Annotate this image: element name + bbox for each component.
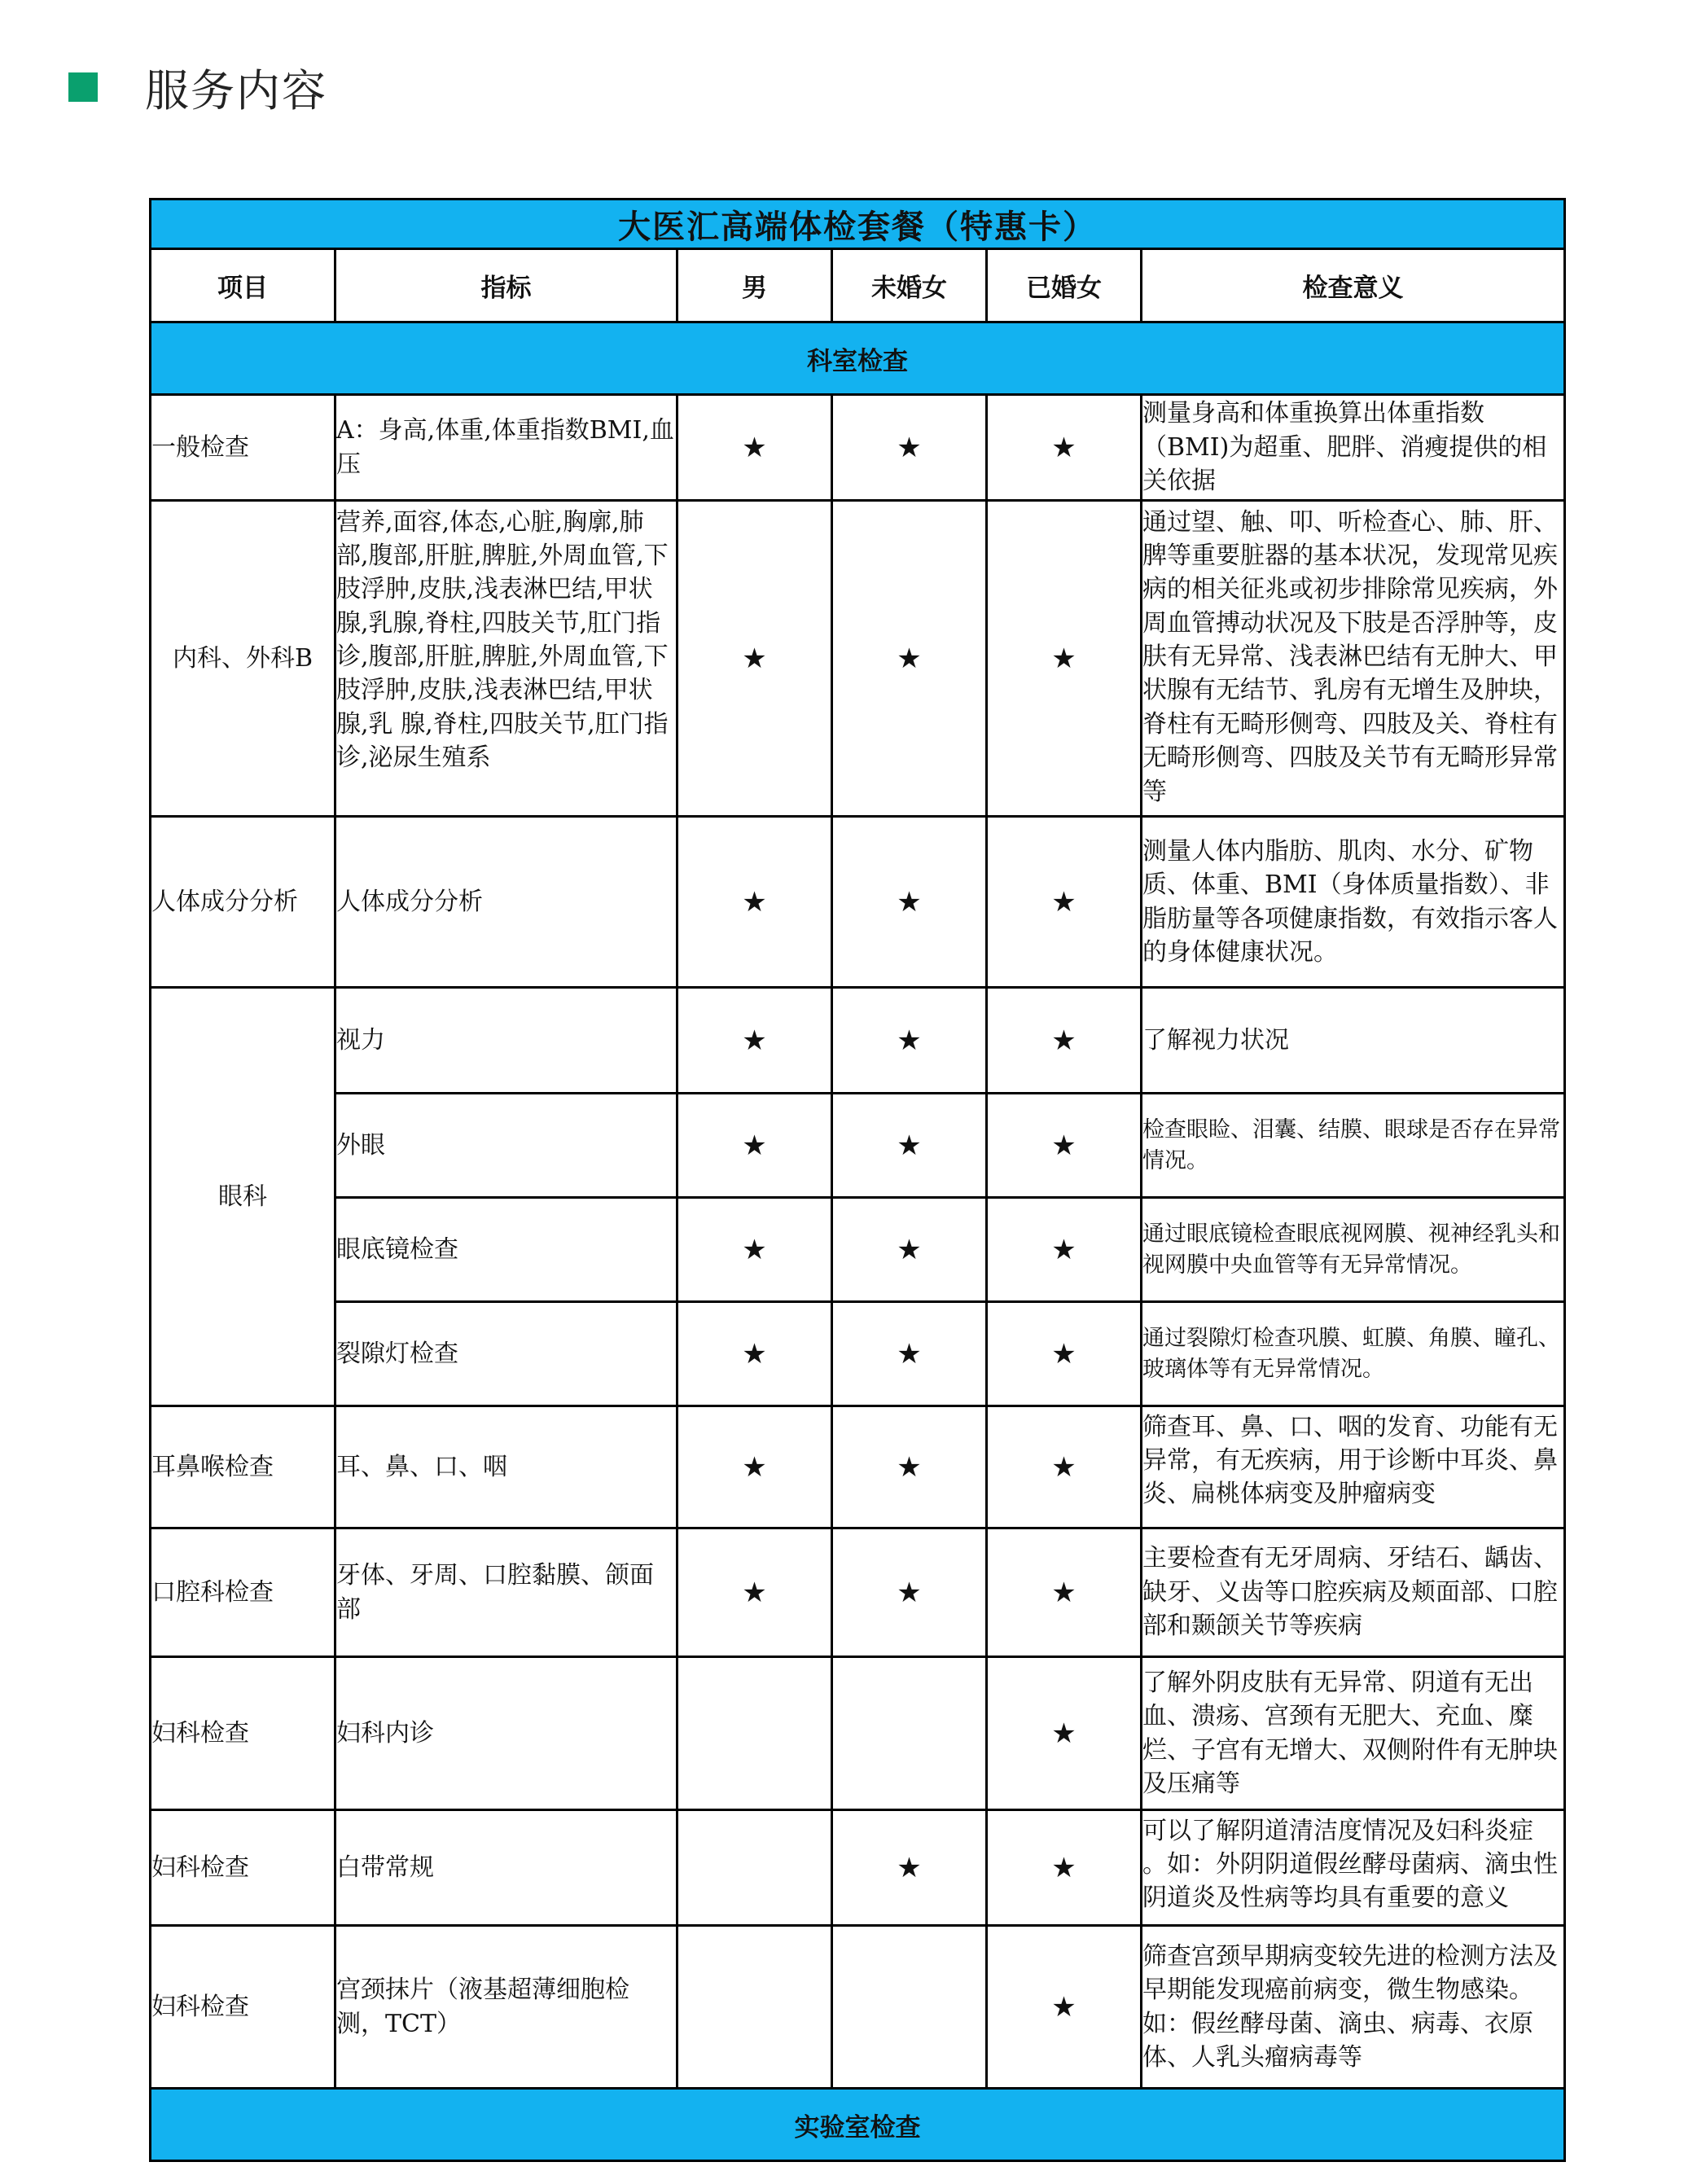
significance-cell-wrap (1142, 1810, 1565, 1926)
married-star-icon: ★ (987, 1528, 1142, 1657)
table-row (151, 817, 1565, 988)
header-unmarried-female: 未婚女 (832, 249, 987, 322)
header-item: 项目 (151, 249, 335, 322)
married-star-icon: ★ (987, 1926, 1142, 2089)
indicator-cell: 白带常规 (335, 1810, 677, 1926)
married-star-icon: ★ (987, 1302, 1142, 1406)
header-significance: 检查意义 (1142, 249, 1565, 322)
band-clinic: 科室检查 (151, 322, 1565, 395)
header-indicator: 指标 (335, 249, 677, 322)
indicator-cell: 外眼 (335, 1094, 677, 1198)
item-cell: 妇科检查 (151, 1926, 335, 2089)
male-star-icon: ★ (677, 1094, 832, 1198)
married-star-icon: ★ (987, 501, 1142, 817)
male-star-icon: ★ (677, 1528, 832, 1657)
item-cell: 耳鼻喉检查 (151, 1406, 335, 1528)
married-star-icon: ★ (987, 1657, 1142, 1810)
significance-cell: 筛查耳、鼻、口、咽的发育、功能有无异常，有无疾病，用于诊断中耳炎、鼻炎、扁桃体病变及肿瘤病变 (1142, 1412, 1558, 1509)
male-star-icon: ★ (677, 817, 832, 988)
male-star-icon (677, 1657, 832, 1810)
married-star-icon: ★ (987, 395, 1142, 501)
table-row (151, 1810, 1565, 1926)
table-row (151, 1406, 1565, 1528)
header-male: 男 (677, 249, 832, 322)
male-star-icon: ★ (677, 988, 832, 1094)
indicator-cell: 人体成分分析 (335, 817, 677, 988)
indicator-cell: 眼底镜检查 (335, 1198, 677, 1302)
section-title: 服务内容 (145, 66, 327, 116)
item-cell: 人体成分分析 (151, 817, 335, 988)
item-cell: 口腔科检查 (151, 1528, 335, 1657)
unmarried-star-icon: ★ (832, 501, 987, 817)
item-cell: 内科、外科B (151, 501, 335, 817)
indicator-cell: 营养,面容,体态,心脏,胸廓,肺部,腹部,肝脏,脾脏,外周血管,下肢浮肿,皮肤,浅表淋巴结,甲状腺,乳腺,脊柱,四肢关节,肛门指诊,腹部,肝脏,脾脏,外周血管,下肢浮肿,皮肤,浅表淋巴结,甲状腺,乳 腺,脊柱,四肢关节,肛门指诊,泌尿生殖系 (336, 507, 669, 773)
indicator-cell-wrap (335, 501, 677, 817)
unmarried-star-icon: ★ (832, 1406, 987, 1528)
unmarried-star-icon: ★ (832, 1198, 987, 1302)
table-row (151, 501, 1565, 817)
item-cell: 眼科 (151, 988, 335, 1406)
indicator-cell: 裂隙灯检查 (335, 1302, 677, 1406)
significance-cell: 测量身高和体重换算出体重指数（BMI)为超重、肥胖、消瘦提供的相关依据 (1142, 395, 1565, 501)
married-star-icon: ★ (987, 1406, 1142, 1528)
married-star-icon: ★ (987, 1094, 1142, 1198)
significance-cell: 可以了解阴道清洁度情况及妇科炎症 。如：外阴阴道假丝酵母菌病、滴虫性阴道炎及性病等均具有重要的意义 (1142, 1816, 1558, 1913)
male-star-icon: ★ (677, 1406, 832, 1528)
significance-cell: 主要检查有无牙周病、牙结石、龋齿、缺牙、义齿等口腔疾病及颊面部、口腔部和颞颌关节等疾病 (1142, 1528, 1565, 1657)
unmarried-star-icon: ★ (832, 1302, 987, 1406)
significance-cell: 筛查宫颈早期病变较先进的检测方法及早期能发现癌前病变，微生物感染。如：假丝酵母菌、滴虫、病毒、衣原体、人乳头瘤病毒等 (1142, 1926, 1565, 2089)
item-cell: 一般检查 (151, 395, 335, 501)
band-lab: 实验室检查 (151, 2089, 1565, 2161)
unmarried-star-icon (832, 1926, 987, 2089)
unmarried-star-icon: ★ (832, 395, 987, 501)
band-lab-row (151, 2089, 1565, 2161)
male-star-icon (677, 1810, 832, 1926)
married-star-icon: ★ (987, 1198, 1142, 1302)
table-title: 大医汇高端体检套餐（特惠卡） (151, 200, 1565, 249)
table-title-row (151, 200, 1565, 249)
indicator-cell: 牙体、牙周、口腔黏膜、颌面部 (335, 1528, 677, 1657)
significance-cell: 通过望、触、叩、听检查心、肺、肝、脾等重要脏器的基本状况，发现常见疾病的相关征兆或初步排除常见疾病，外周血管搏动状况及下肢是否浮肿等，皮肤有无异常、浅表淋巴结有无肿大、甲状腺有无结节、乳房有无增生及肿块，脊柱有无畸形侧弯、四肢及关、脊柱有无畸形侧弯、四肢及关节有无畸形异常等 (1142, 507, 1558, 806)
male-star-icon (677, 1926, 832, 2089)
item-cell: 妇科检查 (151, 1810, 335, 1926)
table-row (151, 1657, 1565, 1810)
male-star-icon: ★ (677, 1302, 832, 1406)
significance-cell: 检查眼睑、泪囊、结膜、眼球是否存在异常情况。 (1142, 1094, 1565, 1198)
table-row (151, 988, 1565, 1094)
table-row (151, 395, 1565, 501)
table-row (151, 1302, 1565, 1406)
married-star-icon: ★ (987, 988, 1142, 1094)
significance-cell: 通过裂隙灯检查巩膜、虹膜、角膜、瞳孔、玻璃体等有无异常情况。 (1142, 1302, 1565, 1406)
unmarried-star-icon: ★ (832, 1094, 987, 1198)
indicator-cell: 耳、鼻、口、咽 (335, 1406, 677, 1528)
section-marker-icon (68, 72, 98, 102)
significance-cell-wrap (1142, 1406, 1565, 1528)
header-married-female: 已婚女 (987, 249, 1142, 322)
package-table (149, 198, 1566, 2162)
significance-cell: 测量人体内脂肪、肌肉、水分、矿物质、体重、BMI（身体质量指数）、非脂肪量等各项健康指数，有效指示客人的身体健康状况。 (1142, 817, 1565, 988)
table-row (151, 1528, 1565, 1657)
significance-cell-wrap (1142, 501, 1565, 817)
band-clinic-row (151, 322, 1565, 395)
significance-cell: 了解视力状况 (1142, 988, 1565, 1094)
significance-cell: 了解外阴皮肤有无异常、阴道有无出血、溃疡、宫颈有无肥大、充血、糜烂、子宫有无增大、双侧附件有无肿块及压痛等 (1142, 1657, 1565, 1810)
unmarried-star-icon: ★ (832, 988, 987, 1094)
male-star-icon: ★ (677, 501, 832, 817)
table-row (151, 1926, 1565, 2089)
table-row (151, 1094, 1565, 1198)
married-star-icon: ★ (987, 1810, 1142, 1926)
unmarried-star-icon (832, 1657, 987, 1810)
indicator-cell: A：身高,体重,体重指数BMI,血压 (335, 395, 677, 501)
indicator-cell: 视力 (335, 988, 677, 1094)
indicator-cell: 妇科内诊 (335, 1657, 677, 1810)
section-header (68, 50, 327, 124)
item-cell: 妇科检查 (151, 1657, 335, 1810)
table-row (151, 1198, 1565, 1302)
indicator-cell: 宫颈抹片（液基超薄细胞检测，TCT） (335, 1926, 677, 2089)
unmarried-star-icon: ★ (832, 1528, 987, 1657)
unmarried-star-icon: ★ (832, 817, 987, 988)
unmarried-star-icon: ★ (832, 1810, 987, 1926)
male-star-icon: ★ (677, 395, 832, 501)
male-star-icon: ★ (677, 1198, 832, 1302)
significance-cell: 通过眼底镜检查眼底视网膜、视神经乳头和视网膜中央血管等有无异常情况。 (1142, 1198, 1565, 1302)
table-header-row (151, 249, 1565, 322)
married-star-icon: ★ (987, 817, 1142, 988)
